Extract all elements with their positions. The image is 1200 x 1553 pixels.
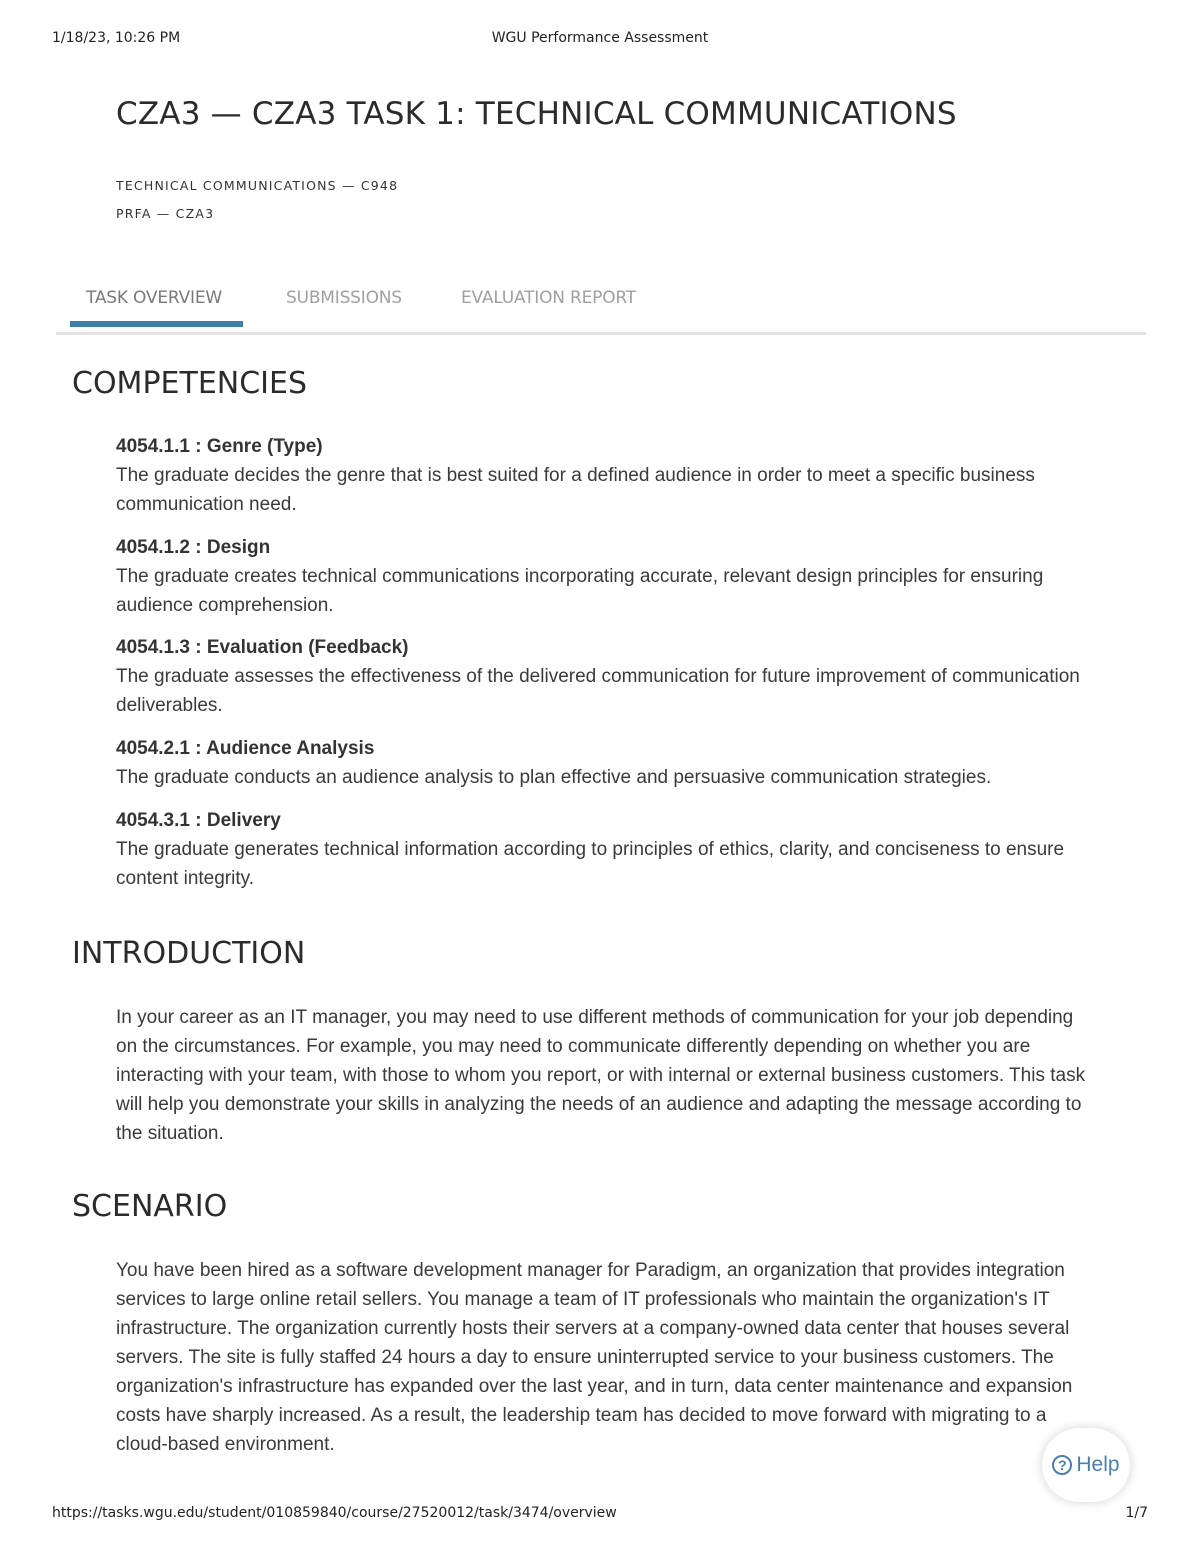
print-header — [52, 30, 1148, 50]
competency-description: The graduate assesses the effectiveness of the delivered communication for future improvement of communication deliverables. — [116, 666, 1080, 716]
competency-code: 4054.1.1 : Genre (Type) — [116, 436, 323, 457]
introduction-text: In your career as an IT manager, you may need to use different methods of communication for your job depending on the circumstances. For example, you may need to communicate differently depending on whether you are interacting with your team, with those to whom you report, or with internal or external business customers. This task will help you demonstrate your skills in analyzing the needs of an audience and adapting the message according to the situation. — [116, 1007, 1086, 1144]
print-footer — [52, 1505, 1148, 1525]
tab-evaluation-report[interactable]: EVALUATION REPORT — [461, 288, 636, 308]
active-tab-indicator — [70, 321, 243, 327]
course-subtitle: TECHNICAL COMMUNICATIONS — C948 — [116, 178, 399, 193]
competency-description: The graduate decides the genre that is best suited for a defined audience in order to meet a specific business communication need. — [116, 465, 1035, 515]
competency-code: 4054.1.2 : Design — [116, 537, 271, 558]
competency-code: 4054.3.1 : Delivery — [116, 810, 281, 831]
competency-item — [116, 734, 1096, 792]
competencies-heading: COMPETENCIES — [72, 366, 308, 401]
competency-code: 4054.2.1 : Audience Analysis — [116, 738, 375, 759]
competency-description: The graduate conducts an audience analysis to plan effective and persuasive communication strategies. — [116, 767, 992, 788]
scenario-text: You have been hired as a software development manager for Paradigm, an organization that provides integration services to large online retail sellers. You manage a team of IT professionals who maintain the organization's IT infrastructure. The organization currently hosts their servers at a company-owned data center that houses several servers. The site is fully staffed 24 hours a day to ensure uninterrupted service to your business customers. The organization's infrastructure has expanded over the last year, and in turn, data center maintenance and expansion costs have sharply increased. As a result, the leadership team has decided to move forward with migrating to a cloud-based environment. — [116, 1260, 1073, 1455]
competency-code: 4054.1.3 : Evaluation (Feedback) — [116, 637, 409, 658]
competency-description: The graduate generates technical information according to principles of ethics, clarity, and conciseness to ensure content integrity. — [116, 839, 1065, 889]
question-circle-icon: ? — [1052, 1455, 1072, 1475]
print-url: https://tasks.wgu.edu/student/010859840/course/27520012/task/3474/overview — [52, 1505, 617, 1521]
print-date: 1/18/23, 10:26 PM — [52, 30, 181, 46]
competency-item — [116, 633, 1096, 720]
introduction-heading: INTRODUCTION — [72, 936, 306, 971]
tab-bar — [56, 282, 1146, 335]
print-document-title: WGU Performance Assessment — [491, 30, 709, 46]
competency-item — [116, 533, 1096, 620]
competency-item — [116, 432, 1096, 519]
assessment-code: PRFA — CZA3 — [116, 206, 215, 221]
page-title: CZA3 — CZA3 TASK 1: TECHNICAL COMMUNICATIONS — [116, 96, 957, 132]
competency-item — [116, 806, 1096, 893]
competency-description: The graduate creates technical communications incorporating accurate, relevant design principles for ensuring audience comprehension. — [116, 566, 1044, 616]
print-page-number: 1/7 — [1125, 1505, 1148, 1521]
scenario-heading: SCENARIO — [72, 1189, 228, 1224]
tab-submissions[interactable]: SUBMISSIONS — [286, 288, 402, 308]
tab-task-overview[interactable]: TASK OVERVIEW — [86, 288, 222, 308]
help-label: Help — [1076, 1453, 1120, 1476]
help-button[interactable] — [1042, 1428, 1130, 1502]
